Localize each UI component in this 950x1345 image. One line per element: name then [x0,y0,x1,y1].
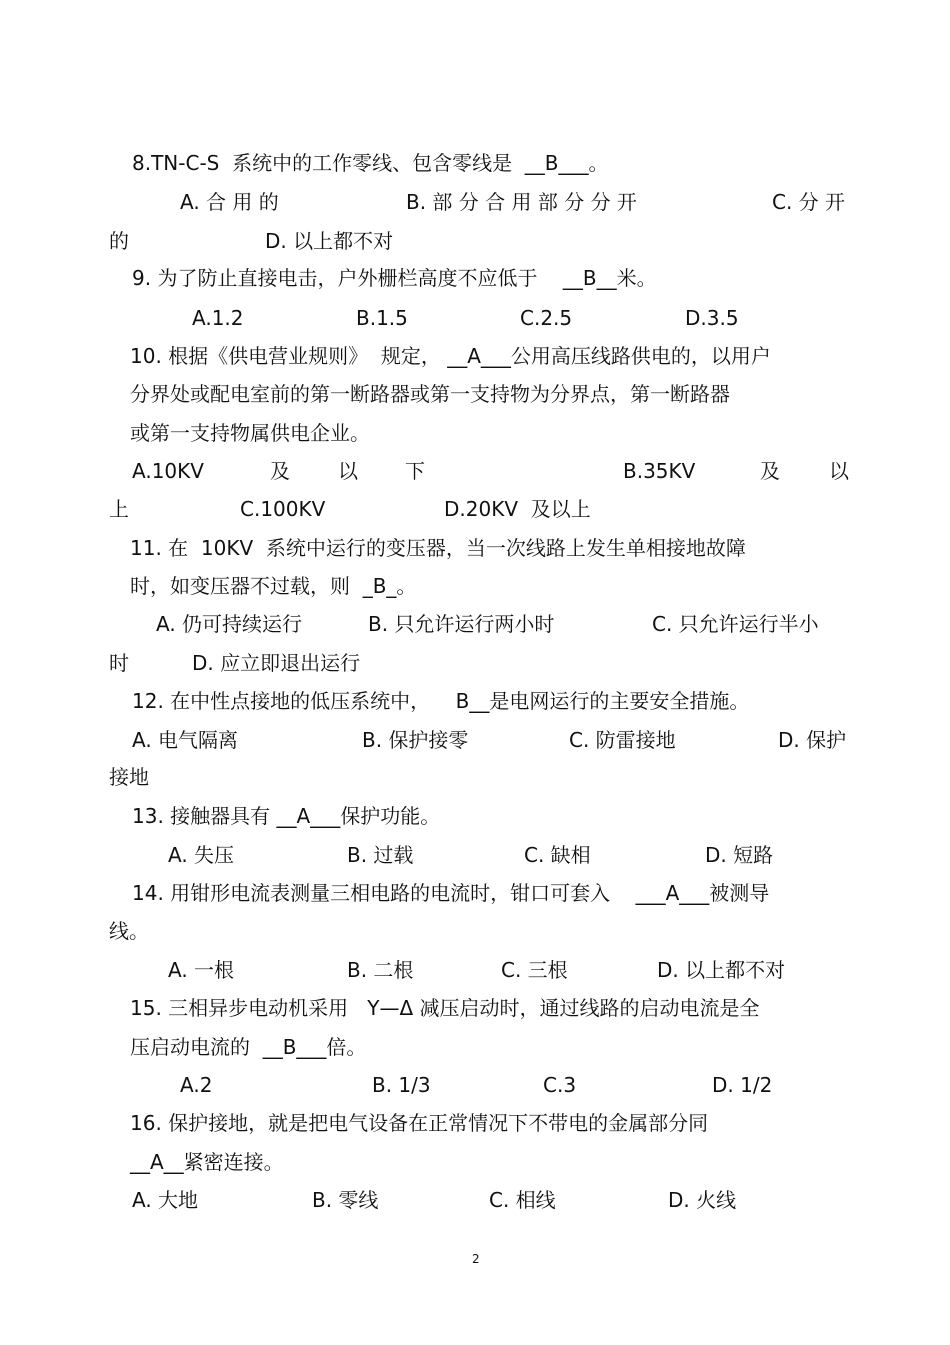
question-9-option-c: C.2.5 [520,306,573,330]
question-16-option-d: D. 火线 [668,1188,737,1212]
question-11-option-c-cont: 时 [109,651,129,675]
question-14-option-b: B. 二根 [347,958,414,982]
question-15-text-2: 压启动电流的 __B___倍。 [130,1035,367,1059]
question-10-option-b: B.35KV [623,459,696,483]
question-12-text: 12. 在中性点接地的低压系统中， B__是电网运行的主要安全措施。 [132,689,750,713]
question-14-option-c: C. 三根 [501,958,568,982]
question-10-option-a-char-3: 下 [405,459,425,483]
question-14-text-2: 线。 [109,919,149,943]
question-10-option-a-char-1: 及 [270,459,290,483]
question-16-text-2: __A__紧密连接。 [130,1150,284,1174]
question-8-option-a: A. 合 用 的 [180,190,279,214]
question-9-option-a: A.1.2 [192,306,244,330]
question-11-option-a: A. 仍可持续运行 [156,612,303,636]
question-10-option-a-char-2: 以 [338,459,358,483]
question-9-text: 9. 为了防止直接电击，户外栅栏高度不应低于 __B__米。 [132,266,657,290]
question-10-option-b-char-1: 及 [760,459,780,483]
page-number: 2 [472,1252,480,1266]
question-11-option-b: B. 只允许运行两小时 [368,612,555,636]
question-15-option-c: C.3 [543,1073,577,1097]
question-13-option-c: C. 缺相 [524,843,591,867]
question-9-option-b: B.1.5 [356,306,408,330]
question-10-text-1: 10. 根据《供电营业规则》 规定， __A___公用高压线路供电的，以用户 [130,344,771,368]
question-14-option-d: D. 以上都不对 [657,958,786,982]
question-15-option-b: B. 1/3 [372,1073,431,1097]
question-15-option-d: D. 1/2 [712,1073,773,1097]
question-15-text-1: 15. 三相异步电动机采用 Y—Δ 减压启动时，通过线路的启动电流是全 [130,996,760,1020]
question-12-option-d: D. 保护 [778,728,847,752]
question-10-option-a: A.10KV [132,459,204,483]
question-11-option-c: C. 只允许运行半小 [652,612,819,636]
question-15-option-a: A.2 [180,1073,213,1097]
question-11-option-d: D. 应立即退出运行 [192,651,361,675]
question-13-option-a: A. 失压 [168,843,235,867]
question-14-text-1: 14. 用钳形电流表测量三相电路的电流时，钳口可套入 ___A___被测导 [132,881,770,905]
question-12-option-a: A. 电气隔离 [132,728,239,752]
question-13-option-b: B. 过载 [347,843,414,867]
question-16-option-c: C. 相线 [489,1188,556,1212]
question-13-option-d: D. 短路 [705,843,774,867]
question-8-option-b: B. 部 分 合 用 部 分 分 开 [406,190,637,214]
question-10-option-d: D.20KV 及以上 [444,497,591,521]
question-10-text-3: 或第一支持物属供电企业。 [130,421,370,445]
question-8-text: 8.TN-C-S 系统中的工作零线、包含零线是 __B___。 [132,151,609,175]
question-14-option-a: A. 一根 [168,958,235,982]
question-8-option-d: D. 以上都不对 [265,229,394,253]
question-16-text-1: 16. 保护接地，就是把电气设备在正常情况下不带电的金属部分同 [130,1111,709,1135]
question-11-text-1: 11. 在 10KV 系统中运行的变压器，当一次线路上发生单相接地故障 [130,536,746,560]
question-8-option-c-cont: 的 [109,229,129,253]
question-10-option-b-char-3: 上 [109,497,129,521]
question-8-option-c: C. 分 开 [772,190,846,214]
question-13-text: 13. 接触器具有 __A___保护功能。 [132,804,441,828]
question-10-text-2: 分界处或配电室前的第一断路器或第一支持物为分界点，第一断路器 [130,382,730,406]
question-16-option-a: A. 大地 [132,1188,199,1212]
question-10-option-c: C.100KV [240,497,326,521]
question-12-option-c: C. 防雷接地 [569,728,676,752]
question-12-option-b: B. 保护接零 [362,728,469,752]
question-9-option-d: D.3.5 [685,306,739,330]
question-11-text-2: 时，如变压器不过载，则 _B_。 [130,574,417,598]
question-16-option-b: B. 零线 [312,1188,379,1212]
question-10-option-b-char-2: 以 [829,459,849,483]
question-12-option-d-cont: 接地 [109,765,149,789]
